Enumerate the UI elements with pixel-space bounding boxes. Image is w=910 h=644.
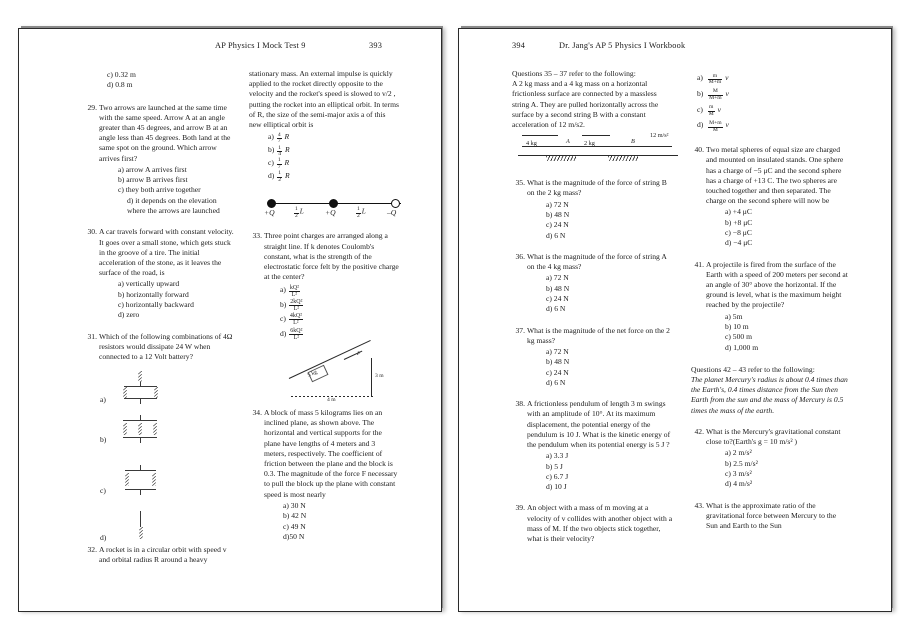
wire	[140, 511, 141, 527]
left-page-column-2	[249, 69, 399, 551]
circuit-label-d: d)	[100, 533, 107, 543]
question-number: 39.	[515, 503, 525, 513]
question-34	[249, 408, 399, 542]
choice-label: c)	[280, 314, 286, 324]
charge-dot-positive-center	[329, 199, 338, 208]
question-43	[691, 501, 849, 532]
choice-item	[268, 158, 399, 171]
choice-item: a) 5m	[725, 311, 743, 321]
fraction: $\frac{1}{2}$	[357, 206, 360, 219]
choice-item: d) 0.8 m	[107, 80, 133, 90]
choice-list	[546, 273, 674, 314]
circuit-label-c: c)	[100, 486, 106, 496]
ground-hatching-right	[608, 156, 638, 161]
horizontal-length-label: 4 m	[327, 397, 336, 404]
wire	[125, 470, 156, 471]
wire	[140, 490, 141, 495]
choice-item: c) 49 N	[283, 521, 306, 531]
orphan-choice-list	[107, 70, 234, 91]
question-number: 30.	[87, 227, 97, 237]
choice-item: b) +8 μC	[725, 217, 753, 227]
choice-list	[283, 501, 399, 542]
question-39	[512, 503, 674, 544]
question-number: 37.	[515, 325, 525, 335]
choice-item: c) 500 m	[725, 332, 752, 342]
choice-item	[697, 86, 849, 102]
fraction: $\frac{4}{7}$	[277, 131, 281, 145]
right-page-column-2	[691, 69, 849, 540]
ground-line	[518, 155, 678, 156]
question-29	[84, 103, 234, 217]
wire	[140, 399, 141, 404]
circuit-option-d	[100, 511, 162, 545]
choice-item: b) 10 m	[725, 321, 749, 331]
two-block-string-figure	[518, 133, 708, 173]
question-30	[84, 227, 234, 320]
choice-item: c) horizontally backward	[118, 300, 194, 310]
choice-item	[280, 327, 399, 341]
choice-suffix: v	[725, 120, 729, 130]
choice-list	[546, 347, 674, 388]
resistor-icon	[138, 371, 142, 382]
block-top-left	[522, 135, 558, 136]
incline-hypotenuse	[289, 340, 371, 379]
block-top-right	[582, 135, 610, 136]
choice-label: d)	[280, 328, 287, 338]
questions-42-43-lead-in: Questions 42 – 43 refer to the following:	[691, 364, 815, 374]
choice-label: d)	[697, 120, 704, 130]
question-text: A frictionless pendulum of length 3 m swings with an amplitude of 10°. At its maximum displacement, the potential energy of the pendulum is 10 J. What is the kinetic energy of the pendulum when its potential energy is 5 J ?	[527, 399, 671, 449]
question-number: 35.	[515, 178, 525, 188]
question-35	[512, 178, 674, 241]
choice-list	[546, 451, 674, 492]
wire	[140, 438, 141, 443]
choice-item: b) arrow B arrives first	[118, 175, 188, 185]
choice-item: d) 6 N	[546, 304, 566, 314]
choice-suffix: v	[725, 88, 729, 98]
question-text: What is the Mercury's gravitational constant close to?(Earth's g = 10 m/s² )	[706, 426, 841, 447]
question-number: 40.	[694, 145, 704, 155]
choice-item: b) 48 N	[546, 357, 570, 367]
questions-42-43-lead-text: The planet Mercury's radius is about 0.4 times than the Earth's, 0.4 times distance from the Sun then Earth from the sun and the mass of Mercury is 0.5 times the mass of the earth.	[691, 375, 848, 415]
resistor-icon	[153, 423, 157, 435]
circuit-label-a: a)	[100, 395, 106, 405]
question-text: What is the magnitude of the net force on the 2 kg mass?	[527, 325, 670, 345]
circuit-label-b: b)	[100, 435, 107, 445]
left-page-folio: 393	[369, 41, 383, 50]
question-32	[84, 545, 234, 565]
left-mass-label: 4 kg	[526, 140, 537, 148]
question-number: 34.	[252, 408, 262, 418]
choice-item: b) 48 N	[546, 209, 570, 219]
gap-label-left	[293, 207, 304, 219]
question-40	[691, 145, 849, 248]
choice-item: c) 24 N	[546, 220, 569, 230]
fraction: $\frac{1}{7}$	[277, 157, 281, 170]
choice-item: a) 30 N	[283, 500, 306, 510]
charge-label-center: +Q	[325, 208, 336, 218]
charge-dot-positive-left	[267, 199, 276, 208]
block-mass-label: 5 kg	[306, 369, 319, 379]
choice-item: c) 24 N	[546, 293, 569, 303]
choice-item: a) 72 N	[546, 273, 569, 283]
left-page	[18, 28, 442, 612]
question-number: 33.	[252, 231, 262, 241]
resistor-icon	[139, 527, 143, 539]
choice-label: c)	[697, 104, 703, 114]
right-page-running-title: Dr. Jang's AP 5 Physics I Workbook	[559, 41, 686, 50]
resistor-combination-figure	[96, 371, 234, 543]
choice-suffix: R	[284, 132, 290, 142]
choice-suffix: R	[284, 170, 290, 180]
choice-item: d) 1,000 m	[725, 342, 759, 352]
question-42	[691, 427, 849, 490]
resistor-icon	[123, 423, 127, 435]
questions-35-37-lead-in: Questions 35 – 37 refer to the following:	[512, 69, 636, 78]
question-text: Two metal spheres of equal size are charged and mounted on insulated stands. One sphere has a charge of −5 μC and the second sphere has a charge of +13 C. The two spheres are touched together and then separated. The charge on the second sphere will now be	[706, 145, 844, 206]
choice-item	[697, 70, 849, 86]
choice-item: a) 72 N	[546, 346, 569, 356]
questions-35-37-lead-text: A 2 kg mass and a 4 kg mass on a horizontal frictionless surface are connected by a massless string A. They are pulled horizontally across the surface by a second string B with a constant acceleration of 12 m/s2.	[512, 79, 659, 130]
choice-item: d) 10 J	[546, 482, 567, 492]
choice-item: c) 24 N	[546, 367, 569, 377]
choice-item: c) they both arrive together	[118, 185, 201, 195]
choice-label: a)	[280, 285, 286, 295]
fraction: $\frac{m}{M+m}$	[708, 72, 722, 86]
question-text: Which of the following combinations of 4Ω resistors would dissipate 24 W when connected to a 12 Volt battery?	[99, 331, 233, 362]
charge-dot-negative-right	[391, 199, 400, 208]
choice-suffix: R	[284, 157, 290, 167]
choice-label: b)	[280, 299, 287, 309]
fraction: $\frac{\text{4kQ²}}{\text{L²}}$	[289, 313, 302, 327]
fraction: $\frac{M}{M+m}$	[709, 88, 722, 101]
acceleration-label: 12 m/s²	[650, 132, 669, 140]
choice-label: c)	[268, 157, 274, 167]
left-page-running-title: AP Physics I Mock Test 9	[215, 41, 306, 50]
charge-label-left: +Q	[264, 208, 275, 218]
question-text: Two arrows are launched at the same time with the same speed. Arrow A at an angle greater than 45 degrees, and arrow B at an angle less than 45 degrees. Both land at the same spot on the ground. Which arrow arrives first?	[99, 102, 231, 163]
question-text: A rocket is in a circular orbit with speed v and orbital radius R around a heavy	[99, 545, 227, 565]
choice-item: c) −8 μC	[725, 227, 752, 237]
question-text: What is the magnitude of the force of string A on the 4 kg mass?	[527, 251, 667, 272]
choice-label: b)	[268, 145, 275, 154]
question-text: A car travels forward with constant velocity. It goes over a small stone, which gets stuck in the groove of a tire. The initial acceleration of the stone, as it leaves the surface of the road, is	[99, 227, 234, 278]
question-number: 32.	[87, 545, 97, 555]
fraction: $\frac{1}{4}$	[278, 144, 282, 158]
choice-item: d) zero	[118, 310, 140, 320]
fraction: $\frac{1}{2}$	[295, 206, 298, 219]
choice-item: c) 3 m/s²	[725, 468, 752, 478]
fraction: $\frac{m}{M}$	[708, 104, 714, 117]
circuit-option-b	[100, 415, 162, 455]
resistor-icon	[138, 423, 142, 435]
choice-list	[546, 200, 674, 241]
fraction: $\frac{1}{2}$	[278, 170, 282, 183]
choice-suffix: v	[725, 73, 729, 82]
question-38	[512, 399, 674, 492]
resistor-icon	[154, 387, 158, 398]
resistor-icon	[123, 387, 127, 398]
question-number: 38.	[515, 399, 525, 409]
resistor-icon	[152, 473, 156, 486]
question-32-choice-list	[268, 132, 399, 183]
question-text: An object with a mass of m moving at a velocity of v collides with another object with a mass of M. If the two objects stick together, what is their velocity?	[527, 503, 673, 544]
choice-item: b) 42 N	[283, 511, 307, 521]
choice-item: b) 2.5 m/s²	[725, 458, 758, 468]
choice-item: a) 2 m/s²	[725, 448, 752, 458]
fraction: $\frac{\text{2kQ²}}{\text{L²}}$	[290, 298, 303, 312]
vertical-length-label: 3 m	[375, 373, 384, 380]
choice-item	[280, 312, 399, 326]
question-33	[249, 231, 399, 341]
choice-item: d) 4 m/s²	[725, 479, 753, 489]
choice-list	[725, 312, 849, 353]
question-number: 42.	[694, 426, 704, 436]
right-page-column-1	[512, 69, 674, 553]
question-text: Three point charges are arranged along a straight line. If k denotes Coulomb's constant, what is the strength of the electrostatic force felt by the positive charge at the center?	[264, 231, 399, 282]
incline-vertical-support	[371, 358, 372, 397]
right-mass-label: 2 kg	[584, 140, 595, 148]
question-number: 36.	[515, 251, 525, 261]
choice-label: a)	[268, 132, 274, 142]
right-page	[458, 28, 892, 612]
gap-suffix: L	[361, 207, 366, 216]
choice-label: a)	[697, 73, 703, 82]
choice-item: b) 48 N	[546, 283, 570, 293]
point-charges-figure	[265, 195, 440, 225]
choice-suffix: R	[284, 145, 290, 154]
circuit-option-c	[100, 465, 162, 505]
choice-item: b) 5 J	[546, 461, 563, 471]
choice-item: c) 0.32 m	[107, 70, 136, 79]
choice-label: b)	[697, 88, 704, 98]
choice-list	[280, 283, 399, 341]
question-39-choice-list	[697, 70, 849, 133]
choice-list	[118, 165, 234, 217]
choice-item: d)50 N	[283, 531, 305, 541]
choice-item	[280, 298, 399, 312]
charge-label-right: –Q	[387, 208, 397, 218]
question-number: 43.	[694, 500, 704, 510]
choice-suffix: v	[717, 104, 721, 114]
choice-item: a) +4 μC	[725, 207, 752, 217]
question-41	[691, 260, 849, 353]
string-b-label: B	[631, 138, 635, 146]
right-page-folio: 394	[512, 41, 526, 50]
choice-item: d) 6 N	[546, 377, 566, 387]
circuit-option-a	[100, 371, 162, 409]
choice-list	[725, 448, 849, 489]
question-text: A projectile is fired from the surface of the Earth with a speed of 200 meters per second at an angle of 30° above the horizontal. If the ground is level, what is the maximum height reached by the projectile?	[706, 259, 848, 310]
choice-item: b) horizontally forward	[118, 289, 189, 299]
wire	[124, 386, 157, 387]
choice-item	[280, 283, 399, 297]
choice-item: a) 72 N	[546, 199, 569, 209]
left-page-column-1	[84, 69, 234, 575]
gap-suffix: L	[299, 207, 304, 216]
fraction: $\frac{\text{kQ²}}{\text{L²}}$	[289, 284, 299, 298]
question-32-continuation: stationary mass. An external impulse is quickly applied to the rocket directly opposite to the velocity and the rocket's speed is slowed to v/2 , putting the rocket into an elliptical orbit. In terms of R, the size of the semi-major axis a of this new elliptical orbit is	[249, 69, 399, 130]
choice-label: d)	[268, 170, 275, 180]
string-line	[522, 146, 672, 147]
choice-list	[725, 207, 849, 248]
question-text: What is the magnitude of the force of string B on the 2 kg mass?	[527, 178, 667, 198]
choice-item: d) 6 N	[546, 230, 566, 240]
question-37	[512, 326, 674, 389]
choice-item	[268, 171, 399, 184]
question-36	[512, 252, 674, 315]
question-31	[84, 332, 234, 363]
fraction: $\frac{\text{6kQ²}}{\text{L²}}$	[290, 327, 303, 341]
choice-item: d) −4 μC	[725, 238, 753, 248]
question-text: A block of mass 5 kilograms lies on an inclined plane, as shown above. The horizontal and vertical supports for the plane have lengths of 4 meters and 3 meters, respectively. The coefficient of friction between the plane and the block is 0.3. The magnitude of the force F necessary to pull the block up the plane with constant speed is most nearly	[264, 408, 398, 499]
question-text: What is the approximate ratio of the gravitational force between Mercury to the Sun and Earth to the Sun	[706, 500, 837, 530]
question-number: 31.	[87, 331, 97, 341]
choice-item	[268, 145, 399, 158]
question-number: 29.	[87, 102, 97, 112]
fraction: $\frac{M+m}{M}$	[709, 119, 722, 133]
resistor-icon	[125, 473, 129, 486]
inclined-plane-figure	[289, 350, 409, 404]
force-label: F	[357, 351, 361, 358]
choice-list	[118, 279, 234, 320]
choice-item	[268, 132, 399, 145]
choice-item: d) it depends on the elevation where the arrows are launched	[127, 195, 220, 216]
wire	[123, 420, 157, 421]
ground-hatching-left	[546, 156, 576, 161]
choice-item: c) 6.7 J	[546, 471, 569, 481]
question-number: 41.	[694, 259, 704, 269]
choice-item: a) 3.3 J	[546, 451, 569, 461]
gap-label-right	[355, 207, 366, 219]
string-a-label: A	[566, 138, 570, 146]
choice-item: a) vertically upward	[118, 279, 180, 289]
choice-item: a) arrow A arrives first	[118, 164, 187, 174]
choice-item	[697, 102, 849, 118]
choice-item	[697, 117, 849, 133]
